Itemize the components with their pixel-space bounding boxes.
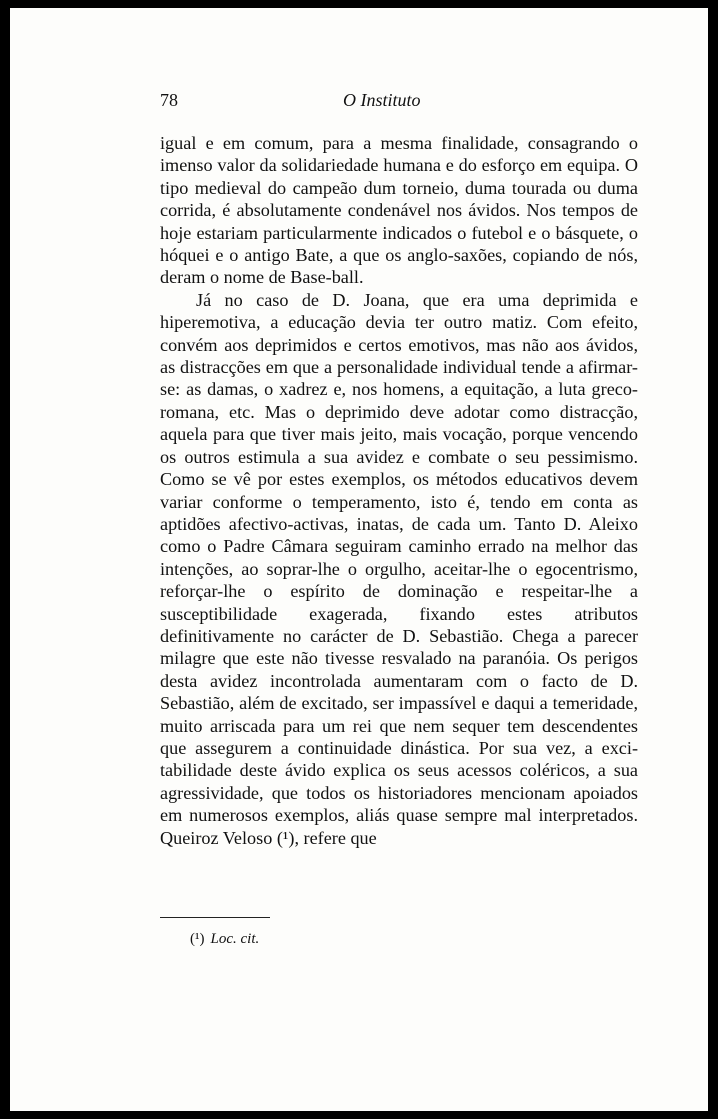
footnote-divider [160,917,270,918]
paragraph-1: igual e em comum, para a mesma finalidade, consagrando o imenso valor da solidariedade humana e do esforço em equipa. O tipo medieval do campeão dum torneio, duma tourada ou duma corrida, é absolutamente condenável nos ávidos. Nos tempos de hoje estariam particularmente indicados o futebol e o básquete, o hóquei e o antigo Bate, a que os anglo-saxões, copiando de nós, deram o nome de Base-ball. [160,133,638,288]
footnote [190,931,259,948]
footnote-text: Loc. cit. [210,931,260,947]
body-text [160,132,638,849]
book-page [10,8,708,1111]
paragraph-2-text: Já no caso de D. Joana, que era uma deprimida e hiperemotiva, a educação devia ter outro matiz. Com efeito, convém aos deprimidos e certos emotivos, mas não aos ávidos, as distracções em que a personalidade individual tende a afirmar-se: as damas, o xadrez e, nos homens, a equitação, a luta greco-romana, etc. Mas o deprimido deve adotar como distracção, aquela para que tiver mais jeito, mais vocação, porque vencendo os outros estimula a sua avidez e combate o seu pessimismo. Como se vê por estes exemplos, os métodos educativos devem variar conforme o temperamento, isto é, tendo em conta as aptidões afectivo-activas, inatas, de cada um. Tanto D. Aleixo como o Padre Câmara seguiram caminho errado na melhor das intenções, ao soprar-lhe o orgulho, aceitar-lhe o egocentrismo, reforçar-lhe o espírito de dominação e respeitar-lhe a susceptibilidade exagerada, fixando estes atributos definitivamente no carácter de D. Sebastião. Chega a parecer milagre que este não tivesse resvalado na paranóia. Os perigos desta avidez incontrolada aumentaram com o facto de D. Sebastião, além de excitado, ser impassível e daqui a temeridade, muito arriscada para um rei que nem sequer tem descendentes que assegurem a continuidade dinástica. Por sua vez, a excitabilidade deste ávido explica os seus acessos coléricos, a sua agressividade, que todos os historiadores mencionam apoiados em numerosos exemplos, aliás quase sempre mal interpretados. Queiroz Veloso [160,289,638,848]
running-title: O Instituto [343,90,421,110]
paragraph-2 [160,289,638,849]
page-number: 78 [160,90,178,110]
footnote-reference: (¹) [276,827,295,848]
footnote-marker: (¹) [190,931,205,947]
paragraph-2-tail: , refere que [294,827,377,848]
page-header [160,90,638,116]
